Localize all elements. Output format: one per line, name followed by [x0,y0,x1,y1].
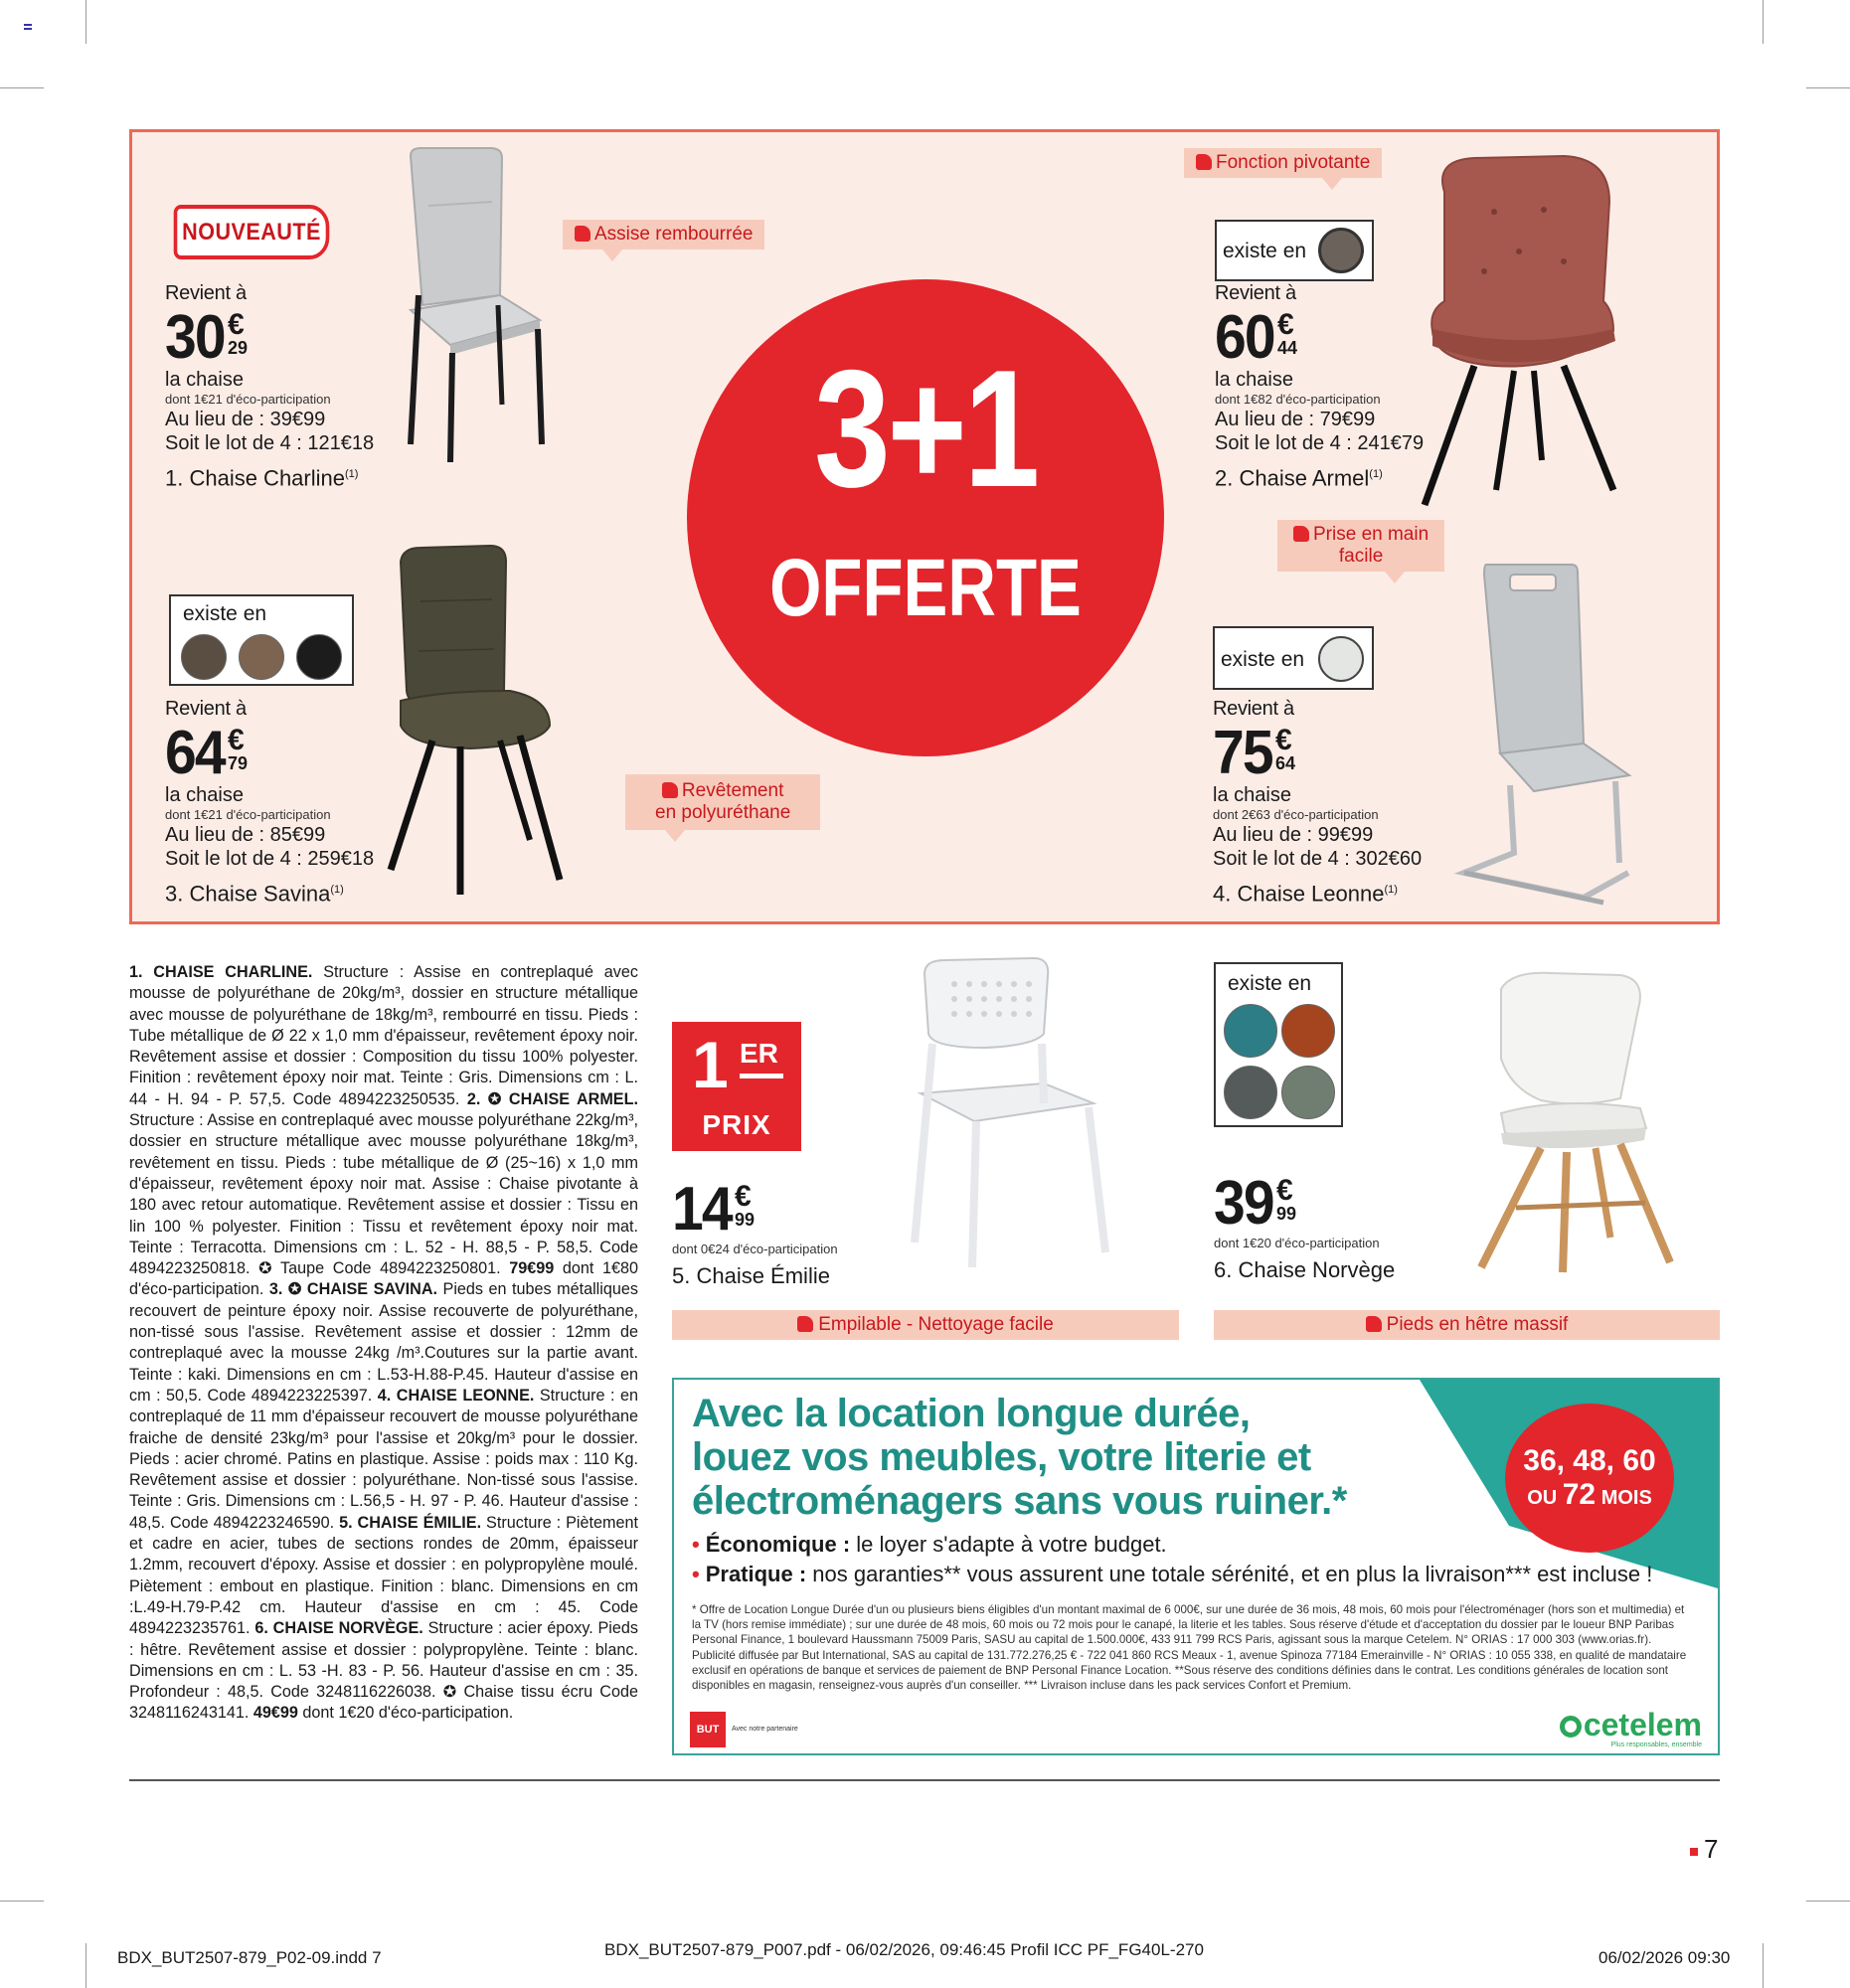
color-options-armel [1215,220,1374,281]
headline-line-3: électroménagers sans vous ruiner.* [692,1479,1347,1523]
spec-text: Structure : Piètement et cadre en acier, tubes de sections rondes de 20mm, épaisseur 1.2mm, recouvert d'époxy. Assise et dossier : en polypropylène moulé. Piètement : embout en plastique. Finition : blanc. Dimensions en cm :L.49-H.79-P.42 cm. Hauteur d'assise en cm : 45. Code 4894223235761. [129,1513,638,1638]
offer-norvege [1214,1171,1452,1283]
new-badge: NOUVEAUTÉ [174,205,330,259]
tag-label-2: en polyuréthane [655,802,791,823]
spec-eco: dont 1€20 d'éco-participation. [297,1704,514,1723]
eco-participation: dont 1€20 d'éco-participation [1214,1236,1380,1250]
swatch-taupe[interactable] [181,634,227,680]
eco-participation: dont 1€21 d'éco-participation [165,392,331,407]
bubble-icon [1293,526,1309,542]
footnote-ref: (1) [344,468,359,480]
price-euros: 39 [1214,1169,1273,1238]
was-price: Au lieu de : 39€99 [165,409,326,430]
but-logo: BUT [690,1712,726,1747]
was-price: Au lieu de : 85€99 [165,824,326,846]
exists-label: existe en [1221,648,1305,671]
duration-circle [1505,1404,1674,1553]
footnote-ref: (1) [1384,884,1398,896]
footnote-ref: (1) [330,884,344,896]
product-name: 3. Chaise Savina [165,881,331,907]
lot-price: Soit le lot de 4 : 121€18 [165,432,375,454]
crop-mark [85,1943,86,1988]
bullet-text: le loyer s'adapte à votre budget. [850,1532,1167,1557]
price-euros: 64 [165,719,225,787]
product-name: 6. Chaise Norvège [1214,1257,1396,1282]
price [165,719,384,787]
chaise-norvege-image [1471,969,1690,1277]
price-unit: la chaise [165,784,244,806]
footnote-ref: (1) [1369,468,1383,480]
was-price: Au lieu de : 79€99 [1215,409,1376,430]
chaise-savina-image [381,542,609,900]
price-cents: 64 [1274,753,1295,773]
chaise-leonne-image [1444,555,1663,912]
lot-price: Soit le lot de 4 : 259€18 [165,848,375,870]
swatch-grey[interactable] [1224,1066,1277,1119]
spec-title: 2. ✪ CHAISE ARMEL. [466,1089,638,1108]
offer-offerte: OFFERTE [769,543,1082,633]
product-name: 1. Chaise Charline [165,465,345,491]
price-euros: 14 [672,1175,732,1243]
page-number [1690,1834,1718,1865]
lot-price: Soit le lot de 4 : 241€79 [1215,432,1425,454]
color-options-leonne [1213,626,1374,690]
lease-headline [692,1392,1428,1523]
registration-mark-icon [24,24,32,30]
offer-savina [165,697,384,907]
price-euros: 75 [1213,719,1272,787]
swatch-taupe[interactable] [1318,228,1364,273]
swatch-sage[interactable] [1281,1066,1335,1119]
eco-participation: dont 1€21 d'éco-participation [165,807,331,822]
headline-line-1: Avec la location longue durée, [692,1392,1251,1435]
lot-price: Soit le lot de 4 : 302€60 [1213,848,1423,870]
price-currency: € [227,724,245,756]
product-name: 2. Chaise Armel [1215,465,1370,491]
chaise-charline-image [371,146,589,464]
exists-label: existe en [1223,240,1307,262]
bubble-icon [662,782,678,798]
eco-participation: dont 0€24 d'éco-participation [672,1242,838,1256]
spec-title: 1. CHAISE CHARLINE. [129,963,313,981]
swatch-light-grey[interactable] [1318,636,1364,682]
price-cents: 44 [1276,338,1297,358]
location-longue-duree-box [672,1378,1720,1755]
exists-label: existe en [183,602,267,625]
strip-label: Pieds en hêtre massif [1386,1314,1569,1335]
price-currency: € [1274,724,1292,756]
spec-price: 79€99 [509,1259,555,1278]
red-square-icon [1690,1848,1698,1856]
price [1215,303,1433,372]
revient-label: Revient à [165,698,247,720]
chaise-emilie-image [895,954,1133,1282]
cetelem-text: cetelem [1583,1707,1702,1742]
bubble-icon [575,226,590,242]
bullet-text: nos garanties** vous assurent une totale sérénité, et en plus la livraison*** est incluse ! [806,1562,1653,1586]
price-euros: 30 [165,303,225,372]
crop-mark [1806,1901,1850,1902]
divider [129,1779,1720,1781]
price-cents: 99 [734,1210,755,1230]
price [1213,719,1431,787]
spec-title: 6. CHAISE NORVÈGE. [254,1619,423,1638]
offer-emilie [672,1177,911,1289]
spec-text: Structure : Assise en contreplaqué avec mousse de polyuréthane de 20kg/m³, dossier en structure métallique avec mousse de polyuréthane de 18kg/m³, rembourré en tissu. Pieds : Tube métallique de Ø 22 x 1,0 mm d'épaisseur, revêtement époxy noir. Revêtement assise et dossier : Composition du tissu 100% polyester. Finition : revêtement époxy noir mat. Teinte : Gris. Dimensions cm : L. 44 - H. 94 - P. 57,5. Code 4894223250535. [129,963,638,1108]
tag-label-2: facile [1338,546,1384,567]
legal-fine-print: * Offre de Location Longue Durée d'un ou plusieurs biens éligibles d'un montant maximal de 6 000€, sur une durée de 36 mois, 48 mois, 60 mois pour l'électroménager (hors son et multimedia) et la TV (hors remise immédiate) ; sur une durée de 48 mois, 60 mois ou 72 mois pour le canapé, la literie et les tables. Sous réserve d'étude et d'acceptation du dossier par le loueur BNP Paribas Personal Finance, 1 boulevard Haussmann 75009 Paris, SASU au capital de 1.500.000€, 433 911 799 RCS Paris, agissant sous la marque Cetelem. N° ORIAS : 17 000 303 (www.orias.fr). Publicité diffusée par But International, SAS au capital de 131.772.276,25 € - 722 041 860 RCS Meaux - 1, avenue Spinoza 77184 Emerainville - N° ORIAS : 10 055 338, en qualité de mandataire exclusif en opérations de banque et services de paiement de BNP Personal Finance Location. **Sous réserve des conditions définies dans le contrat. Les conditions générales de location sont disponibles en magasin, renseignez-vous auprès d'un conseiller. *** Livraison incluse dans les pack services Confort et Premium. [692,1603,1687,1693]
spec-title: 3. ✪ CHAISE SAVINA. [268,1280,438,1299]
spec-eco: dont 1€80 d'éco-participation. [129,1259,639,1299]
crop-mark [85,0,86,44]
eco-participation: dont 2€63 d'éco-participation [1213,807,1379,822]
tag-label: Fonction pivotante [1216,152,1371,173]
premier-prix-badge [672,1022,801,1151]
product-name: 5. Chaise Émilie [672,1263,830,1288]
price-cents: 79 [227,753,248,773]
cetelem-logo [1560,1708,1702,1741]
spec-title: 5. CHAISE ÉMILIE. [339,1513,482,1532]
revient-label: Revient à [165,282,247,304]
price [165,303,384,372]
swatch-rust[interactable] [1281,1004,1335,1058]
bullet-bold: Économique : [705,1532,851,1557]
price-cents: 99 [1275,1204,1296,1224]
price [1214,1169,1452,1238]
spec-text: Structure : acier époxy. Pieds : hêtre. Revêtement assise et dossier : polypropylène. Teinte : blanc. Dimensions en cm : L. 53 -H. 83 - P. 56. Hauteur d'assise en cm : 35. Profondeur : 48,5. Code 3248116226038. ✪ Chaise tissu écru Code 3248116243141. [129,1619,638,1723]
spec-text: Structure : en contreplaqué de 11 mm d'épaisseur recouvert de mousse polyuréthane fraiche de densité 23kg/m³ pour l'assise et 20kg/m³ pour le dossier. Pieds : acier chromé. Patins en plastique. Assise : poids max : 110 Kg. Revêtement assise et dossier : polyuréthane. Non-tissé sous l'assise. Teinte : Gris. Dimensions cm : L.56,5 - H. 97 - P. 46. Hauteur d'assise : 48,5. Code 4894223246590. [129,1386,639,1532]
bubble-icon [1366,1316,1382,1332]
tag-label-1: Revêtement [681,780,784,801]
headline-line-2: louez vos meubles, votre literie et [692,1435,1311,1479]
crop-mark [1763,1943,1764,1988]
duration-mois: MOIS [1600,1487,1652,1509]
bubble-icon [797,1316,813,1332]
was-price: Au lieu de : 99€99 [1213,824,1374,846]
color-options-norvege [1214,962,1343,1127]
price-currency: € [734,1180,752,1213]
spec-text: Pieds en tubes métalliques recouvert de peinture époxy noir. Assise recouverte de polyuréthane, non-tissé sous l'assise. Revêtement assise et dossier : 12mm de contreplaqué avec la mousse 24kg /m³.Coutures sur la partie avant. Teinte : kaki. Dimensions en cm : L.53-H.88-P.45. Hauteur d'assise en cm : 50,5. Code 4894223225397. [129,1280,638,1405]
price-cents: 29 [227,338,248,358]
color-options-savina [169,594,354,686]
price [672,1175,911,1243]
swatch-black[interactable] [296,634,342,680]
footer-right: 06/02/2026 09:30 [1598,1948,1731,1967]
but-subtitle: Avec notre partenaire [732,1726,798,1733]
cetelem-tagline: Plus responsables, ensemble [1610,1741,1702,1748]
spec-title: 4. CHAISE LEONNE. [377,1386,535,1405]
bullet-bold: Pratique : [705,1562,807,1586]
offer-armel [1215,281,1433,491]
revient-label: Revient à [1213,698,1294,720]
swatch-brown[interactable] [239,634,284,680]
prix-er: ER [740,1038,778,1069]
duration-ou: OU [1527,1487,1558,1509]
chaise-armel-image [1415,152,1653,510]
swatch-teal[interactable] [1224,1004,1277,1058]
spec-text: Structure : Assise en contreplaqué avec mousse polyuréthane 22kg/m³, dossier en structure métallique avec mousse polyuréthane 18kg/m³, revêtement en tissu. Pieds : tube métallique de Ø (25~16) x 1,0 mm d'épaisseur, revêtement époxy noir mat. Assise : Chaise pivotante à 180 avec retour automatique. Revêtement assise et dossier : Tissu en lin 100 % polyester. Finition : Tissu et revêtement époxy noir mat. Teinte : Terracotta. Dimensions cm : L. 52 - H. 88,5 - P. 58,5. Code 4894223250818. ✪ Taupe Code 4894223250801. [129,1111,638,1278]
price-unit: la chaise [1213,784,1291,806]
crop-mark [0,1901,44,1902]
offer-3plus1: 3+1 [814,335,1037,522]
tag-prise-en-main [1277,520,1444,572]
price-unit: la chaise [1215,369,1293,391]
strip-norvege [1214,1310,1720,1340]
eco-participation: dont 1€82 d'éco-participation [1215,392,1381,407]
offer-leonne [1213,697,1431,907]
footer-center: BDX_BUT2507-879_P007.pdf - 06/02/2026, 09:46:45 Profil ICC PF_FG40L-270 [604,1940,1204,1959]
spec-price: 49€99 [252,1704,298,1723]
product-specifications [129,962,638,1725]
price-currency: € [1275,1174,1293,1207]
duration-list: 36, 48, 60 [1523,1444,1656,1477]
page-number-text: 7 [1704,1834,1719,1864]
bubble-icon [1196,154,1212,170]
prix-number: 1 [692,1028,729,1101]
product-name: 4. Chaise Leonne [1213,881,1385,907]
tag-label-1: Prise en main [1313,524,1430,545]
tag-revetement [625,774,820,830]
offer-circle [687,279,1164,756]
cetelem-icon [1560,1716,1582,1738]
offer-charline [165,281,384,491]
price-unit: la chaise [165,369,244,391]
price-currency: € [227,308,245,341]
duration-72: 72 [1562,1478,1597,1511]
crop-mark [1763,0,1764,44]
promo-panel [129,129,1720,924]
prix-label: PRIX [702,1109,771,1140]
footer-left: BDX_BUT2507-879_P02-09.indd 7 [117,1948,382,1967]
crop-mark [1806,87,1850,88]
strip-label: Empilable - Nettoyage facile [818,1314,1054,1335]
exists-label: existe en [1228,972,1312,995]
tag-label: Assise rembourrée [594,224,754,245]
bullet-pratique: • Pratique : nos garanties** vous assurent une totale sérénité, et en plus la livraison*** est incluse ! [692,1562,1653,1586]
price-currency: € [1276,308,1294,341]
prix-bar [740,1074,783,1078]
bullet-economique: • Économique : le loyer s'adapte à votre budget. [692,1532,1167,1557]
crop-mark [0,87,44,88]
tag-assise-rembourree [563,220,764,249]
tag-fonction-pivotante [1184,148,1382,178]
price-euros: 60 [1215,303,1274,372]
revient-label: Revient à [1215,282,1296,304]
strip-emilie [672,1310,1179,1340]
